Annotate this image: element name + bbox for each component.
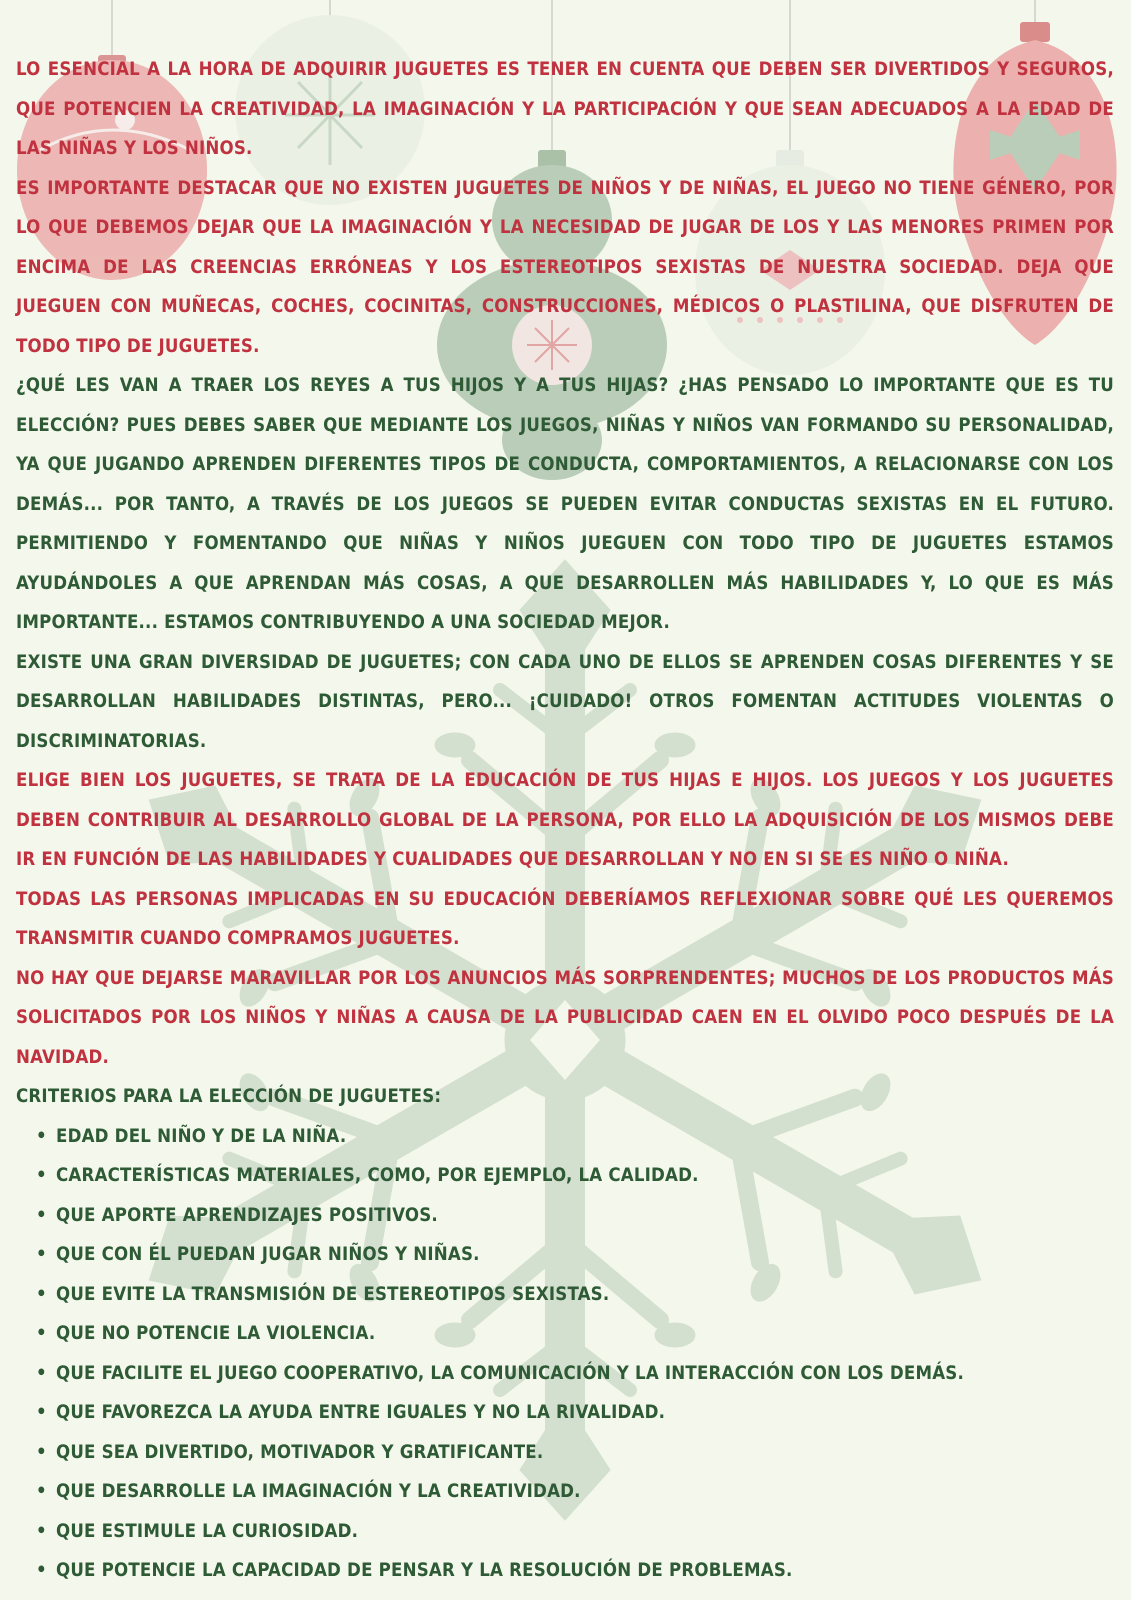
paragraph-reyes: ¿QUÉ LES VAN A TRAER LOS REYES A TUS HIJOS Y A TUS HIJAS? ¿HAS PENSADO LO IMPORTANTE QUE ES TU ELECCIÓN? PUES DEBES SABER QUE MEDIANTE LOS JUEGOS, NIÑAS Y NIÑOS VAN FORMANDO SU PERSONALIDAD, YA QUE JUGANDO APRENDEN DIFERENTES TIPOS DE CONDUCTA, COMPORTAMIENTOS, A RELACIONARSE CON LOS DEMÁS... POR TANTO, A TRAVÉS DE LOS JUEGOS SE PUEDEN EVITAR CONDUCTAS SEXISTAS EN EL FUTURO. PERMITIENDO Y FOMENTANDO QUE NIÑAS Y NIÑOS JUEGUEN CON TODO TIPO DE JUGUETES ESTAMOS AYUDÁNDOLES A QUE APRENDAN MÁS COSAS, A QUE DESARROLLEN MÁS HABILIDADES Y, LO QUE ES MÁS IMPORTANTE... ESTAMOS CONTRIBUYENDO A UNA SOCIEDAD MEJOR. (16, 375, 1114, 633)
criteria-item: • QUE FACILITE EL JUEGO COOPERATIVO, LA COMUNICACIÓN Y LA INTERACCIÓN CON LOS DEMÁS. (36, 1354, 1114, 1394)
paragraph-reflect: TODAS LAS PERSONAS IMPLICADAS EN SU EDUCACIÓN DEBERÍAMOS REFLEXIONAR SOBRE QUÉ LES QUEREMOS TRANSMITIR CUANDO COMPRAMOS JUGUETES. (16, 888, 1114, 949)
paragraph-intro: LO ESENCIAL A LA HORA DE ADQUIRIR JUGUETES ES TENER EN CUENTA QUE DEBEN SER DIVERTIDOS Y SEGUROS, QUE POTENCIEN LA CREATIVIDAD, LA IMAGINACIÓN Y LA PARTICIPACIÓN Y QUE SEAN ADECUADOS A LA EDAD DE LAS NIÑAS Y LOS NIÑOS. (16, 59, 1114, 159)
paragraph-diversity: EXISTE UNA GRAN DIVERSIDAD DE JUGUETES; CON CADA UNO DE ELLOS SE APRENDEN COSAS DIFERENTES Y SE DESARROLLAN HABILIDADES DISTINTAS, PERO... ¡CUIDADO! OTROS FOMENTAN ACTITUDES VIOLENTAS O DISCRIMINATORIAS. (16, 651, 1114, 752)
criteria-item: • CARACTERÍSTICAS MATERIALES, COMO, POR EJEMPLO, LA CALIDAD. (36, 1156, 1114, 1196)
document-body (16, 50, 1114, 1591)
criteria-item: • QUE CON ÉL PUEDAN JUGAR NIÑOS Y NIÑAS. (36, 1235, 1114, 1275)
paragraph-no-gender: ES IMPORTANTE DESTACAR QUE NO EXISTEN JUGUETES DE NIÑOS Y DE NIÑAS, EL JUEGO NO TIENE GÉNERO, POR LO QUE DEBEMOS DEJAR QUE LA IMAGINACIÓN Y LA NECESIDAD DE JUGAR DE LOS Y LAS MENORES PRIMEN POR ENCIMA DE LAS CREENCIAS ERRÓNEAS Y LOS ESTEREOTIPOS SEXISTAS DE NUESTRA SOCIEDAD. DEJA QUE JUEGUEN CON MUÑECAS, COCHES, COCINITAS, CONSTRUCCIONES, MÉDICOS O PLASTILINA, QUE DISFRUTEN DE TODO TIPO DE JUGUETES. (16, 177, 1114, 357)
criteria-item: • QUE APORTE APRENDIZAJES POSITIVOS. (36, 1196, 1114, 1236)
criteria-item: • QUE FAVOREZCA LA AYUDA ENTRE IGUALES Y NO LA RIVALIDAD. (36, 1393, 1114, 1433)
criteria-item: • QUE EVITE LA TRANSMISIÓN DE ESTEREOTIPOS SEXISTAS. (36, 1275, 1114, 1315)
criteria-item: • EDAD DEL NIÑO Y DE LA NIÑA. (36, 1117, 1114, 1157)
paragraph-choose-well: ELIGE BIEN LOS JUGUETES, SE TRATA DE LA EDUCACIÓN DE TUS HIJAS E HIJOS. LOS JUEGOS Y LOS JUGUETES DEBEN CONTRIBUIR AL DESARROLLO GLOBAL DE LA PERSONA, POR ELLO LA ADQUISICIÓN DE LOS MISMOS DEBE IR EN FUNCIÓN DE LAS HABILIDADES Y CUALIDADES QUE DESARROLLAN Y NO EN SI SE ES NIÑO O NIÑA. (16, 770, 1114, 870)
criteria-item: • QUE DESARROLLE LA IMAGINACIÓN Y LA CREATIVIDAD. (36, 1472, 1114, 1512)
criteria-item: • QUE POTENCIE LA CAPACIDAD DE PENSAR Y LA RESOLUCIÓN DE PROBLEMAS. (36, 1551, 1114, 1591)
criteria-item: • QUE NO POTENCIE LA VIOLENCIA. (36, 1314, 1114, 1354)
criteria-item: • QUE SEA DIVERTIDO, MOTIVADOR Y GRATIFICANTE. (36, 1433, 1114, 1473)
criteria-item: • QUE ESTIMULE LA CURIOSIDAD. (36, 1512, 1114, 1552)
criteria-list (16, 1117, 1114, 1591)
paragraph-advertising: NO HAY QUE DEJARSE MARAVILLAR POR LOS ANUNCIOS MÁS SORPRENDENTES; MUCHOS DE LOS PRODUCTOS MÁS SOLICITADOS POR LOS NIÑOS Y NIÑAS A CAUSA DE LA PUBLICIDAD CAEN EN EL OLVIDO POCO DESPUÉS DE LA NAVIDAD. (16, 967, 1114, 1068)
criteria-heading: CRITERIOS PARA LA ELECCIÓN DE JUGUETES: (16, 1086, 442, 1107)
